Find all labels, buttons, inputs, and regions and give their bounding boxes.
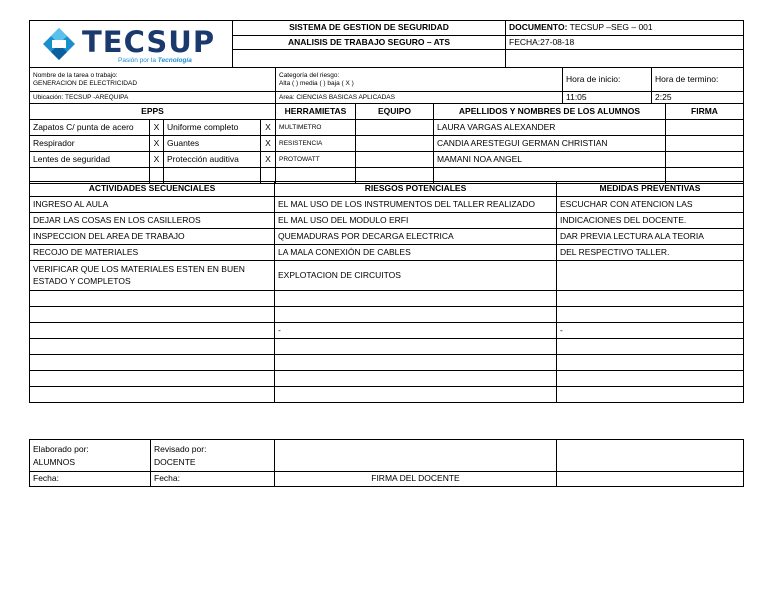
student-signature: [666, 136, 744, 152]
task-name-cell: [30, 68, 276, 92]
document-code-cell: [506, 21, 744, 36]
student-signature: [666, 120, 744, 136]
risk-category-label: Categoría del riesgo:: [279, 72, 340, 80]
measure-cell: [557, 291, 744, 307]
equipment-item: [356, 152, 434, 168]
reviewed-by-value: DOCENTE: [154, 456, 196, 467]
task-name-value: GENERACION DE ELECTRICIDAD: [33, 79, 138, 87]
epp-mark: X: [261, 136, 276, 152]
header-table: [29, 20, 744, 68]
epp-item: Respirador: [30, 136, 150, 152]
measure-cell: ESCUCHAR CON ATENCION LAS: [557, 197, 744, 213]
epp-item: Guantes: [164, 136, 261, 152]
measure-cell: [557, 261, 744, 291]
risk-cell: [275, 355, 557, 371]
activity-row: [30, 197, 744, 213]
epp-mark: X: [150, 120, 164, 136]
equipment-item: [356, 120, 434, 136]
footer-blank-1: [275, 440, 557, 472]
end-time-value: 2:25: [652, 92, 744, 104]
activity-cell: DEJAR LAS COSAS EN LOS CASILLEROS: [30, 213, 275, 229]
epps-row: [30, 152, 744, 168]
risk-cell: [275, 387, 557, 403]
header-date: FECHA:27-08-18: [506, 36, 744, 50]
system-title: SISTEMA DE GESTION DE SEGURIDAD: [233, 21, 506, 36]
epp-mark: X: [150, 152, 164, 168]
risk-cell: [275, 307, 557, 323]
activity-cell: [30, 371, 275, 387]
task-info-table: [29, 67, 744, 104]
footer-table: [29, 439, 744, 487]
risk-cell: [275, 371, 557, 387]
start-time-label: Hora de inicio:: [563, 68, 652, 92]
document-code: TECSUP –SEG – 001: [569, 22, 653, 33]
students-header: APELLIDOS Y NOMBRES DE LOS ALUMNOS: [434, 104, 666, 120]
epp-item: Lentes de seguridad: [30, 152, 150, 168]
activity-row: [30, 387, 744, 403]
reviewed-date-label: Fecha:: [151, 472, 275, 487]
epp-mark: X: [150, 136, 164, 152]
tecsup-logo-icon: [36, 24, 82, 64]
risk-cell: LA MALA CONEXIÓN DE CABLES: [275, 245, 557, 261]
measure-cell: [557, 355, 744, 371]
task-name-label: Nombre de la tarea o trabajo:: [33, 72, 118, 80]
task-location: Ubicación: TECSUP -AREQUIPA: [30, 92, 276, 104]
risk-cell: [275, 339, 557, 355]
tool-item: PROTOWATT: [276, 152, 356, 168]
activities-header: ACTIVIDADES SECUENCIALES: [30, 182, 275, 197]
activity-cell: VERIFICAR QUE LOS MATERIALES ESTEN EN BUEN ESTADO Y COMPLETOS: [30, 261, 275, 291]
activity-cell: [30, 307, 275, 323]
measure-cell: [557, 371, 744, 387]
epp-mark: X: [261, 120, 276, 136]
slogan-emphasis: Tecnología: [157, 57, 192, 64]
activity-row: [30, 339, 744, 355]
measures-header: MEDIDAS PREVENTIVAS: [557, 182, 744, 197]
prepared-date-label: Fecha:: [30, 472, 151, 487]
epps-row: [30, 120, 744, 136]
risk-category-cell: [276, 68, 563, 92]
activity-row: [30, 261, 744, 291]
risk-category-options: Alta ( ) media ( ) baja ( X ): [279, 79, 354, 87]
student-name: LAURA VARGAS ALEXANDER: [434, 120, 666, 136]
activity-cell: [30, 291, 275, 307]
student-signature: [666, 152, 744, 168]
activities-table: [29, 181, 744, 403]
risk-cell: -: [275, 323, 557, 339]
header-blank-2: [506, 50, 744, 68]
document-label: DOCUMENTO:: [509, 22, 568, 33]
epp-item: Uniforme completo: [164, 120, 261, 136]
risk-cell: EL MAL USO DEL MODULO ERFI: [275, 213, 557, 229]
task-area: Area: CIENCIAS BASICAS APLICADAS: [276, 92, 563, 104]
activity-row: [30, 229, 744, 245]
risk-cell: EXPLOTACION DE CIRCUITOS: [275, 261, 557, 291]
activity-cell: [30, 355, 275, 371]
epp-item: Zapatos C/ punta de acero: [30, 120, 150, 136]
epps-table: [29, 103, 744, 184]
document-title: ANALISIS DE TRABAJO SEGURO – ATS: [233, 36, 506, 50]
start-time-value: 11:05: [563, 92, 652, 104]
risk-cell: [275, 291, 557, 307]
footer-blank-2: [557, 440, 744, 472]
tool-item: RESISTENCIA: [276, 136, 356, 152]
slogan-prefix: Pasión por la: [118, 57, 156, 64]
epp-mark: X: [261, 152, 276, 168]
reviewed-by-label: Revisado por:: [154, 443, 207, 454]
tools-header: HERRAMIETAS: [276, 104, 356, 120]
risk-cell: QUEMADURAS POR DECARGA ELECTRICA: [275, 229, 557, 245]
activity-row: [30, 245, 744, 261]
activity-row: [30, 307, 744, 323]
activity-cell: INGRESO AL AULA: [30, 197, 275, 213]
student-name: CANDIA ARESTEGUI GERMAN CHRISTIAN: [434, 136, 666, 152]
epps-row: [30, 136, 744, 152]
activity-row: [30, 291, 744, 307]
activity-cell: INSPECCION DEL AREA DE TRABAJO: [30, 229, 275, 245]
measure-cell: DAR PREVIA LECTURA ALA TEORIA: [557, 229, 744, 245]
reviewed-by-cell: [151, 440, 275, 472]
student-name: MAMANI NOA ANGEL: [434, 152, 666, 168]
equipment-header: EQUIPO: [356, 104, 434, 120]
risks-header: RIESGOS POTENCIALES: [275, 182, 557, 197]
logo-slogan: [118, 57, 192, 64]
logo-cell: [30, 21, 233, 68]
measure-cell: [557, 307, 744, 323]
tool-item: MULTIMETRO: [276, 120, 356, 136]
teacher-signature-label: FIRMA DEL DOCENTE: [275, 472, 557, 487]
epp-item: Protección auditiva: [164, 152, 261, 168]
equipment-item: [356, 136, 434, 152]
end-time-label: Hora de termino:: [652, 68, 744, 92]
activity-row: [30, 323, 744, 339]
footer-blank-3: [557, 472, 744, 487]
signature-header: FIRMA: [666, 104, 744, 120]
activity-cell: [30, 323, 275, 339]
measure-cell: [557, 339, 744, 355]
prepared-by-value: ALUMNOS: [33, 456, 76, 467]
measure-cell: DEL RESPECTIVO TALLER.: [557, 245, 744, 261]
activity-cell: [30, 339, 275, 355]
prepared-by-label: Elaborado por:: [33, 443, 89, 454]
logo-text: TECSUP: [82, 25, 216, 59]
epps-header: EPPS: [30, 104, 276, 120]
header-blank-1: [233, 50, 506, 68]
prepared-by-cell: [30, 440, 151, 472]
activity-row: [30, 371, 744, 387]
risk-cell: EL MAL USO DE LOS INSTRUMENTOS DEL TALLER REALIZADO: [275, 197, 557, 213]
activity-row: [30, 213, 744, 229]
measure-cell: [557, 387, 744, 403]
activity-cell: RECOJO DE MATERIALES: [30, 245, 275, 261]
measure-cell: INDICACIONES DEL DOCENTE.: [557, 213, 744, 229]
activity-row: [30, 355, 744, 371]
measure-cell: -: [557, 323, 744, 339]
activity-cell: [30, 387, 275, 403]
